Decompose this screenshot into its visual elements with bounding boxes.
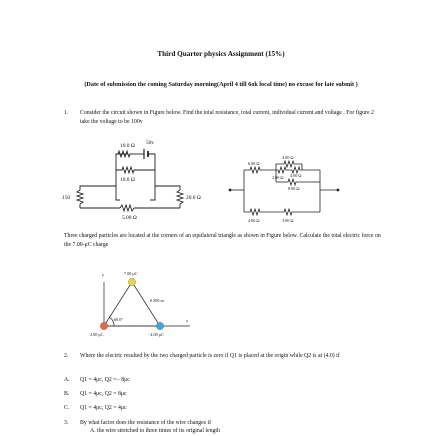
resistor-4ohm-bottom bbox=[244, 209, 280, 215]
label-r2-mid-a: 2.00 Ω bbox=[272, 175, 284, 180]
question-3-option-a: A. the wire stretched to three times of its original length bbox=[90, 428, 220, 434]
submission-note: (Date of submission the coming Saturday morning(April 4 till 6ok local time) no excuse for late submit ) bbox=[84, 81, 358, 88]
resistor-8ohm bbox=[286, 179, 310, 185]
label-top-charge: 7.00 μC bbox=[124, 271, 138, 276]
charge-right bbox=[156, 322, 163, 329]
label-right-charge: −4.00 μC bbox=[148, 332, 164, 337]
label-r-right: 20.0 Ω bbox=[186, 195, 201, 201]
resistor-mid bbox=[116, 167, 155, 173]
label-battery: 50v bbox=[146, 140, 155, 146]
question-3 bbox=[64, 419, 380, 428]
question-1-number: 1. bbox=[64, 110, 69, 116]
question-2-option-a: A. Q1 = 4μc, Q2 =− 8μc bbox=[64, 377, 130, 383]
circuit-figure-1 bbox=[60, 136, 240, 226]
assignment-title: Third Quarter physics Assignment (15%) bbox=[157, 50, 285, 58]
resistor-left bbox=[77, 190, 83, 204]
label-r2-top-left: 6.00 Ω bbox=[248, 161, 260, 166]
resistor-3ohm bbox=[280, 209, 320, 215]
axis-y-label: y bbox=[102, 272, 105, 277]
label-r2-top-right: 4.00 Ω bbox=[282, 155, 294, 160]
charge-triangle-figure bbox=[84, 264, 204, 346]
question-2-option-c: C. Q1 = 4μc, Q2 = 4μc bbox=[64, 405, 127, 411]
question-2-option-b: B. Q1 = 4μc, Q2 = 8μc bbox=[64, 391, 127, 397]
resistor-top bbox=[116, 151, 132, 157]
label-r-bottom: 5.00 Ω bbox=[122, 215, 137, 221]
question-2-number: 2. bbox=[64, 353, 69, 359]
resistor-right bbox=[177, 190, 183, 204]
label-left-charge: 2.00 μC bbox=[90, 332, 104, 337]
label-r-top: 10.0 Ω bbox=[120, 143, 135, 149]
charge-left bbox=[100, 322, 107, 329]
charge-top bbox=[128, 278, 135, 285]
question-2-text: Where the electric resulted by the two charged particle is zero if Q1 is placed at the origin while Q2 is at (4.0) if bbox=[80, 353, 340, 359]
label-angle: 60.0° bbox=[114, 317, 124, 322]
question-3-number: 3. bbox=[64, 420, 69, 426]
label-side-length: 0.500 m bbox=[150, 298, 164, 303]
axis-x-label: x bbox=[186, 318, 189, 323]
circuit-figure-2 bbox=[226, 155, 356, 230]
question-3-text: By what factor does the resistance of the wire changes if bbox=[80, 420, 212, 426]
resistor-6ohm bbox=[244, 167, 276, 173]
question-2 bbox=[64, 352, 380, 361]
label-r2-bottom-right: 3.00 Ω bbox=[282, 218, 294, 223]
question-1-text: Consider the circuit shown in Figure below. Find the total resistance, total current, individual current and voltage . For figure 2 take the voltage to be 100v bbox=[80, 110, 374, 125]
label-r2-mid-b: 4.00 Ω bbox=[290, 173, 302, 178]
question-1 bbox=[64, 109, 380, 126]
label-r-mid: 10.0 Ω bbox=[120, 177, 135, 183]
label-r2-mid-right: 8.00 Ω bbox=[288, 186, 300, 191]
triangle-paragraph: Three charged particles are located at the corners of an equilateral triangle as shown in Figure below. Calculate the total electric force on the 7.00-μC charge bbox=[64, 233, 381, 248]
label-r2-bottom-left: 4.00 Ω bbox=[248, 218, 260, 223]
triangle-sides bbox=[104, 282, 160, 326]
label-r-left: 150 bbox=[62, 195, 71, 201]
resistor-bottom bbox=[120, 205, 134, 211]
resistor-2ohm bbox=[276, 167, 290, 173]
